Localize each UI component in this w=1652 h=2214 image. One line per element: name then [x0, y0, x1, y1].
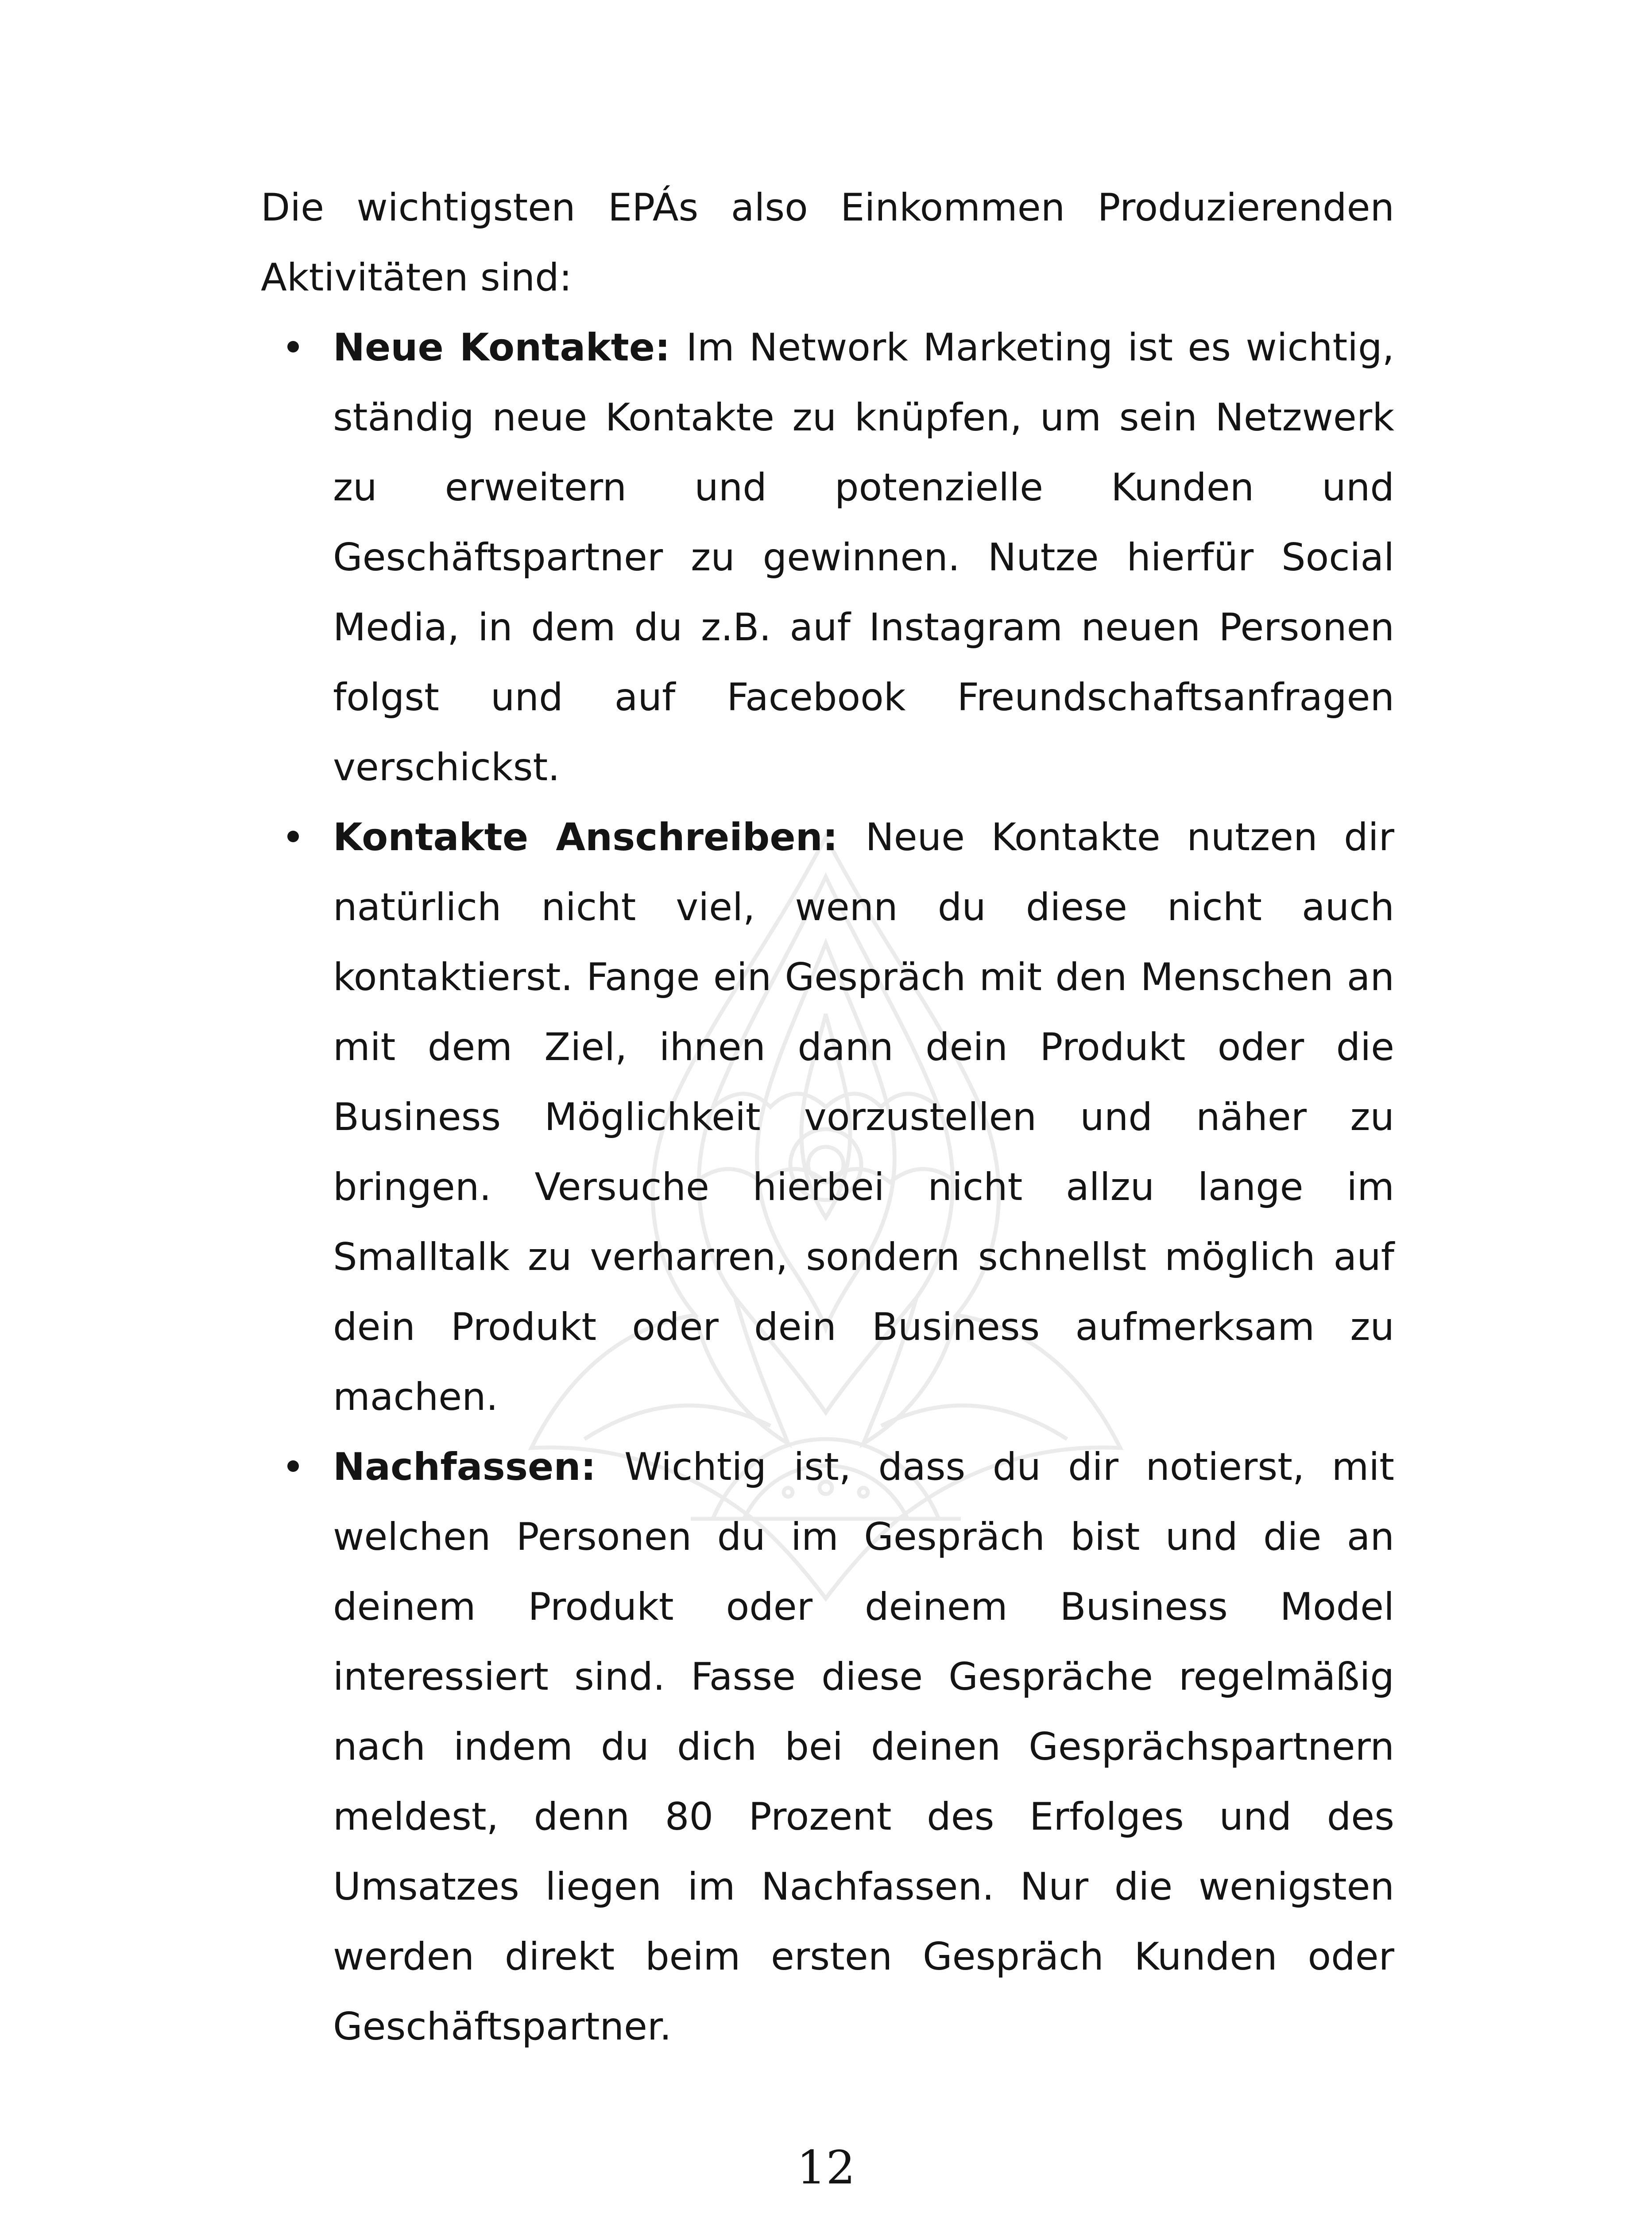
bullet-icon: [287, 341, 299, 352]
list-item: [261, 313, 1394, 802]
epa-list: [261, 313, 1394, 2062]
bullet-icon: [287, 1460, 299, 1472]
body-text: [261, 173, 1394, 2062]
list-item-term: Neue Kontakte:: [333, 325, 686, 370]
list-item: [261, 802, 1394, 1432]
page-number: 12: [797, 2140, 855, 2195]
list-item-term: Kontakte Anschreiben:: [333, 815, 866, 859]
list-item-text: Wichtig ist, dass du dir notierst, mit welchen Personen du im Gespräch bist und die an deinem Produkt oder deinem Business Model interessiert sind. Fasse diese Gespräche regelmäßig nach indem du dich bei deinen Gesprächspartnern meldest, denn 80 Prozent des Erfolges und des Umsatzes liegen im Nachfassen. Nur die wenigsten werden direkt beim ersten Gespräch Kunden oder Geschäftspartner.: [333, 1445, 1394, 2049]
intro-paragraph: Die wichtigsten EPÁs also Einkommen Produzierenden Aktivitäten sind:: [261, 186, 1394, 300]
list-item-term: Nachfassen:: [333, 1445, 624, 1489]
bullet-icon: [287, 831, 299, 842]
list-item: [261, 1432, 1394, 2062]
list-item-text: Im Network Marketing ist es wichtig, ständig neue Kontakte zu knüpfen, um sein Netzwerk zu erweitern und potenzielle Kunden und Geschäftspartner zu gewinnen. Nutze hierfür Social Media, in dem du z.B. auf Instagram neuen Personen folgst und auf Facebook Freundschaftsanfragen verschickst.: [333, 325, 1394, 790]
list-item-text: Neue Kontakte nutzen dir natürlich nicht viel, wenn du diese nicht auch kontaktierst. Fange ein Gespräch mit den Menschen an mit dem Ziel, ihnen dann dein Produkt oder die Business Möglichkeit vorzustellen und näher zu bringen. Versuche hierbei nicht allzu lange im Smalltalk zu verharren, sondern schnellst möglich auf dein Produkt oder dein Business aufmerksam zu machen.: [333, 815, 1394, 1419]
